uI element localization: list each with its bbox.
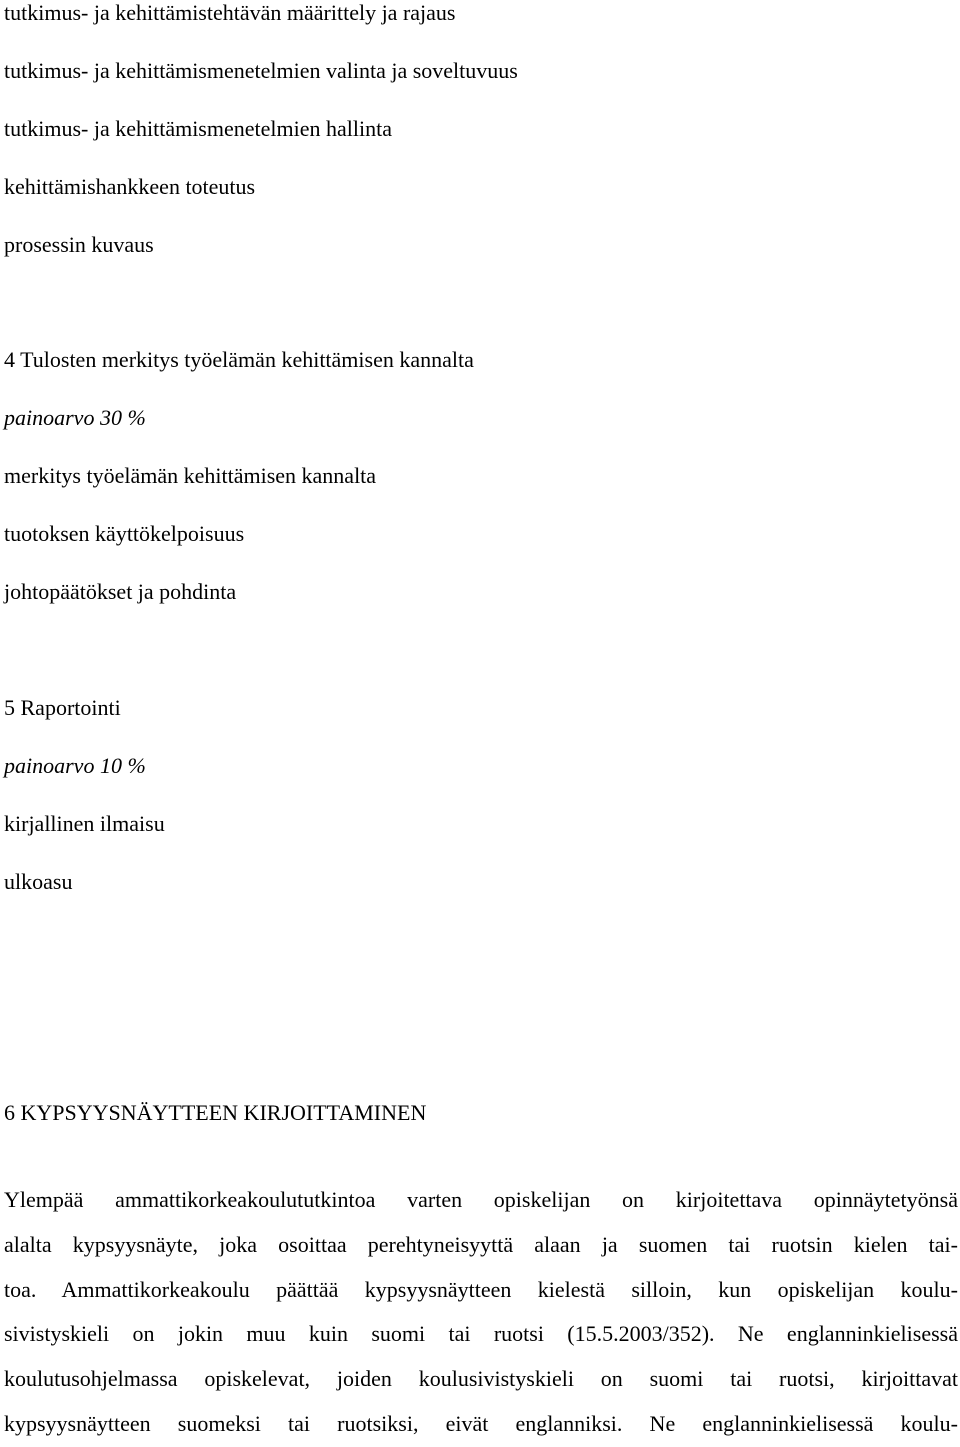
section-5-weight: painoarvo 10 %	[4, 753, 146, 778]
section-4-heading: 4 Tulosten merkitys työelämän kehittämisen kannalta	[4, 347, 474, 372]
section-6-heading: 6 KYPSYYSNÄYTTEEN KIRJOITTAMINEN	[4, 1100, 427, 1125]
criteria-item: ulkoasu	[4, 869, 73, 894]
criteria-item: johtopäätökset ja pohdinta	[4, 579, 237, 604]
criteria-item: kehittämishankkeen toteutus	[4, 174, 256, 199]
paragraph-line: sivistyskieli on jokin muu kuin suomi tai ruotsi (15.5.2003/352). Ne englanninkielisessä	[4, 1321, 958, 1347]
section-4-weight: painoarvo 30 %	[4, 405, 146, 430]
criteria-item: prosessin kuvaus	[4, 232, 154, 257]
section-5-heading: 5 Raportointi	[4, 695, 121, 720]
paragraph-line: koulutusohjelmassa opiskelevat, joiden koulusivistyskieli on suomi tai ruotsi, kirjoittavat	[4, 1366, 958, 1392]
criteria-item: tutkimus- ja kehittämismenetelmien valinta ja soveltuvuus	[4, 58, 518, 83]
criteria-item: tuotoksen käyttökelpoisuus	[4, 521, 245, 546]
paragraph-line: kypsyysnäytteen suomeksi tai ruotsiksi, eivät englanniksi. Ne englanninkielisessä koulu-	[4, 1410, 958, 1436]
paragraph-line: alalta kypsyysnäyte, joka osoittaa perehtyneisyyttä alaan ja suomen tai ruotsin kielen tai-	[4, 1231, 958, 1257]
section-6-paragraph	[4, 1178, 958, 1447]
criteria-item: kirjallinen ilmaisu	[4, 811, 165, 836]
paragraph-line: Ylempää ammattikorkeakoulututkintoa varten opiskelijan on kirjoitettava opinnäytetyönsä	[4, 1187, 958, 1212]
paragraph-line: toa. Ammattikorkeakoulu päättää kypsyysnäytteen kielestä silloin, kun opiskelijan koulu-	[4, 1276, 958, 1302]
criteria-item: tutkimus- ja kehittämistehtävän määrittely ja rajaus	[4, 0, 456, 25]
criteria-item: merkitys työelämän kehittämisen kannalta	[4, 463, 377, 488]
criteria-item: tutkimus- ja kehittämismenetelmien hallinta	[4, 116, 392, 141]
